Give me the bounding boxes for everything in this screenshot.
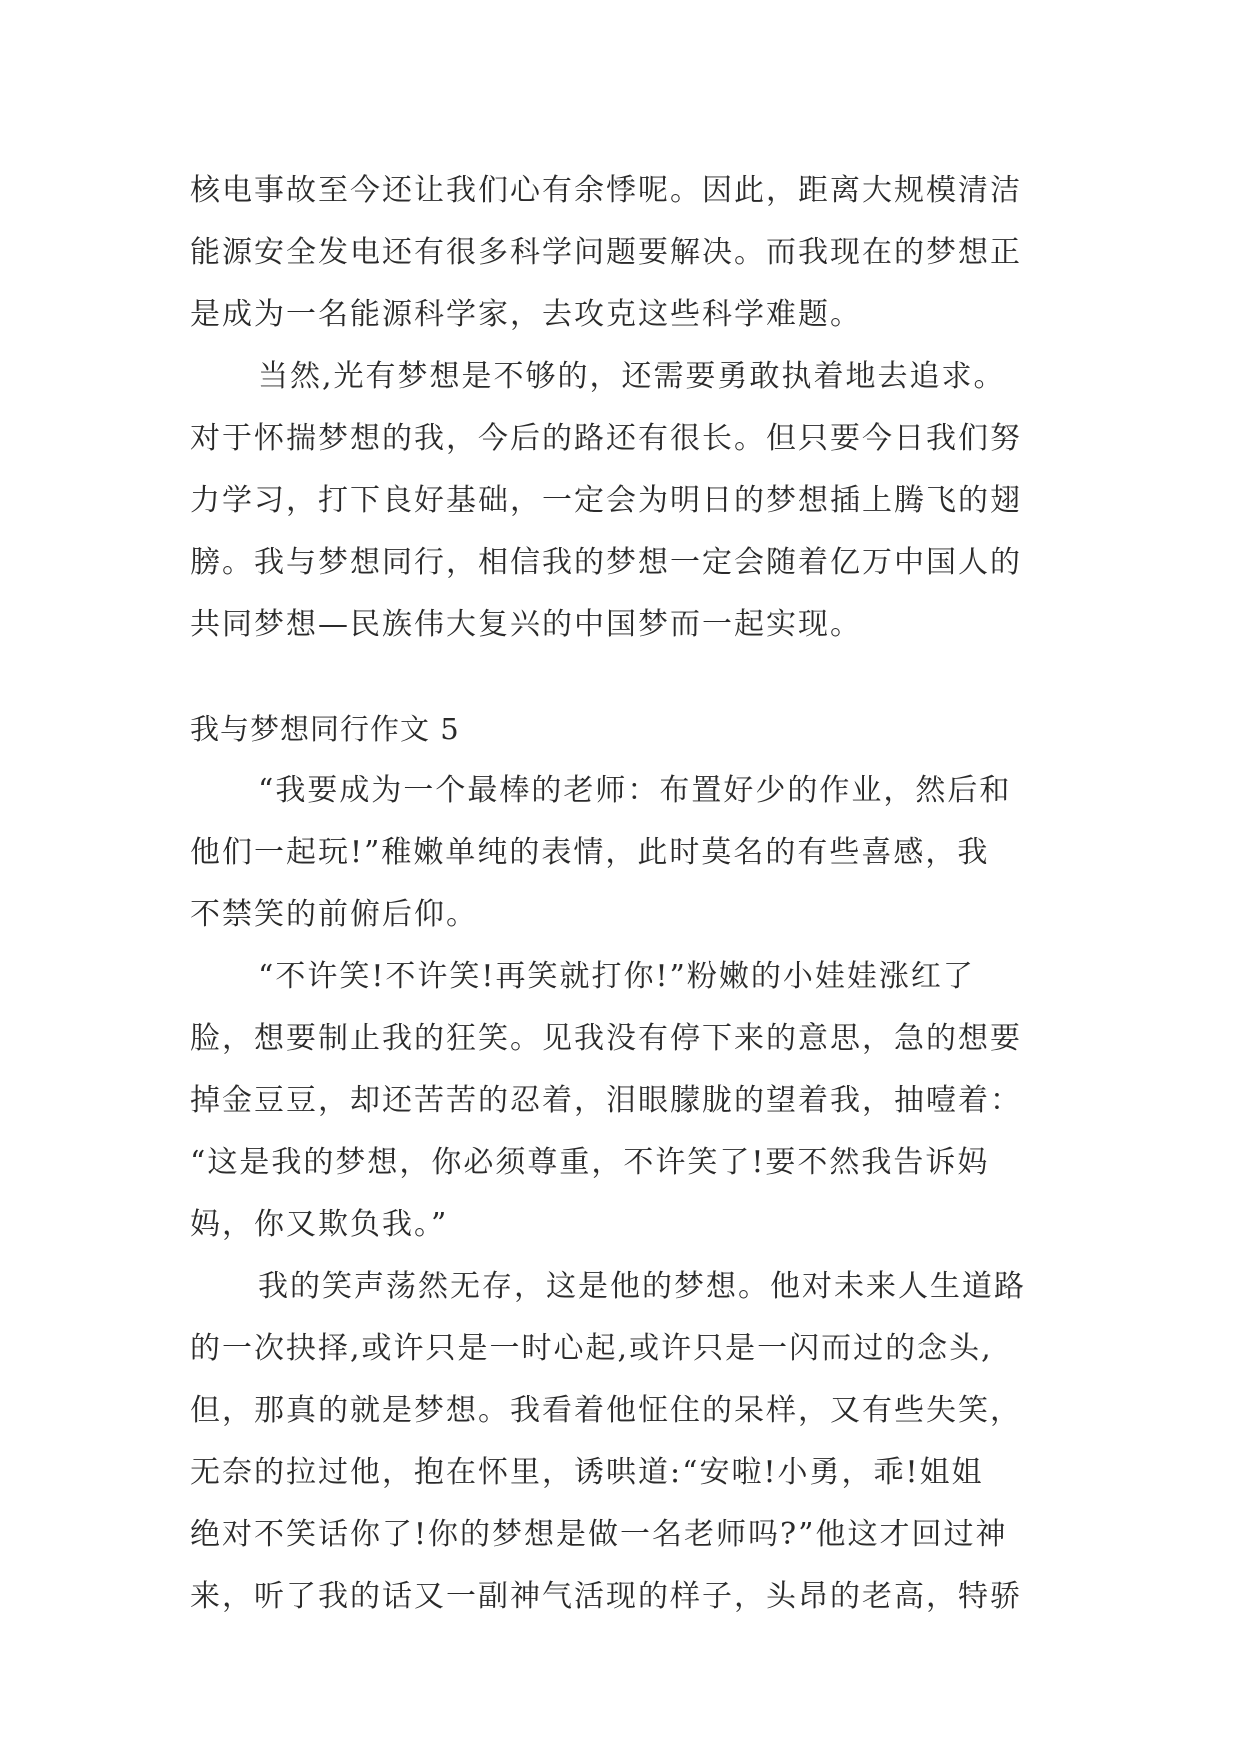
section-spacer	[190, 656, 1052, 698]
text-line: 绝对不笑话你了!你的梦想是做一名老师吗?”他这才回过神	[190, 1517, 1008, 1552]
text-line: 无奈的拉过他，抱在怀里，诱哄道:“安啦!小勇，乖!姐姐	[190, 1455, 984, 1490]
text-line: 核电事故至今还让我们心有余悸呢。因此，距离大规模清洁	[190, 173, 1022, 208]
text-line: 脸，想要制止我的狂笑。见我没有停下来的意思，急的想要	[190, 1021, 1022, 1056]
text-line: 掉金豆豆，却还苦苦的忍着，泪眼朦胧的望着我，抽噎着：	[190, 1083, 1022, 1118]
paragraph	[190, 346, 1052, 656]
text-line: “我要成为一个最棒的老师：布置好少的作业，然后和	[258, 773, 1012, 808]
text-line: “不许笑!不许笑!再笑就打你!”粉嫩的小娃娃涨红了	[258, 959, 975, 994]
text-line: 当然,光有梦想是不够的，还需要勇敢执着地去追求。	[258, 359, 1006, 394]
paragraph	[190, 1256, 1052, 1628]
text-line: 是成为一名能源科学家，去攻克这些科学难题。	[190, 297, 862, 332]
text-line: 能源安全发电还有很多科学问题要解决。而我现在的梦想正	[190, 235, 1022, 270]
document-body	[190, 160, 1052, 1628]
text-line: 但，那真的就是梦想。我看着他怔住的呆样，又有些失笑，	[190, 1393, 1022, 1428]
text-line: 力学习，打下良好基础，一定会为明日的梦想插上腾飞的翅	[190, 483, 1022, 518]
text-line: 的一次抉择,或许只是一时心起,或许只是一闪而过的念头,	[190, 1331, 993, 1366]
text-line: “这是我的梦想，你必须尊重，不许笑了!要不然我告诉妈	[190, 1145, 990, 1180]
text-line: 他们一起玩!”稚嫩单纯的表情，此时莫名的有些喜感，我	[190, 835, 990, 870]
text-line: 妈，你又欺负我。”	[190, 1207, 449, 1242]
text-line: 来，听了我的话又一副神气活现的样子，头昂的老高，特骄	[190, 1579, 1022, 1614]
text-line: 共同梦想—民族伟大复兴的中国梦而一起实现。	[190, 607, 862, 642]
section-heading: 我与梦想同行作文 5	[190, 712, 460, 746]
text-line: 我的笑声荡然无存，这是他的梦想。他对未来人生道路	[258, 1269, 1026, 1304]
paragraph	[190, 760, 1052, 946]
text-line: 膀。我与梦想同行，相信我的梦想一定会随着亿万中国人的	[190, 545, 1022, 580]
paragraph	[190, 946, 1052, 1256]
text-line: 对于怀揣梦想的我，今后的路还有很长。但只要今日我们努	[190, 421, 1022, 456]
text-line: 不禁笑的前俯后仰。	[190, 897, 478, 932]
paragraph	[190, 160, 1052, 346]
